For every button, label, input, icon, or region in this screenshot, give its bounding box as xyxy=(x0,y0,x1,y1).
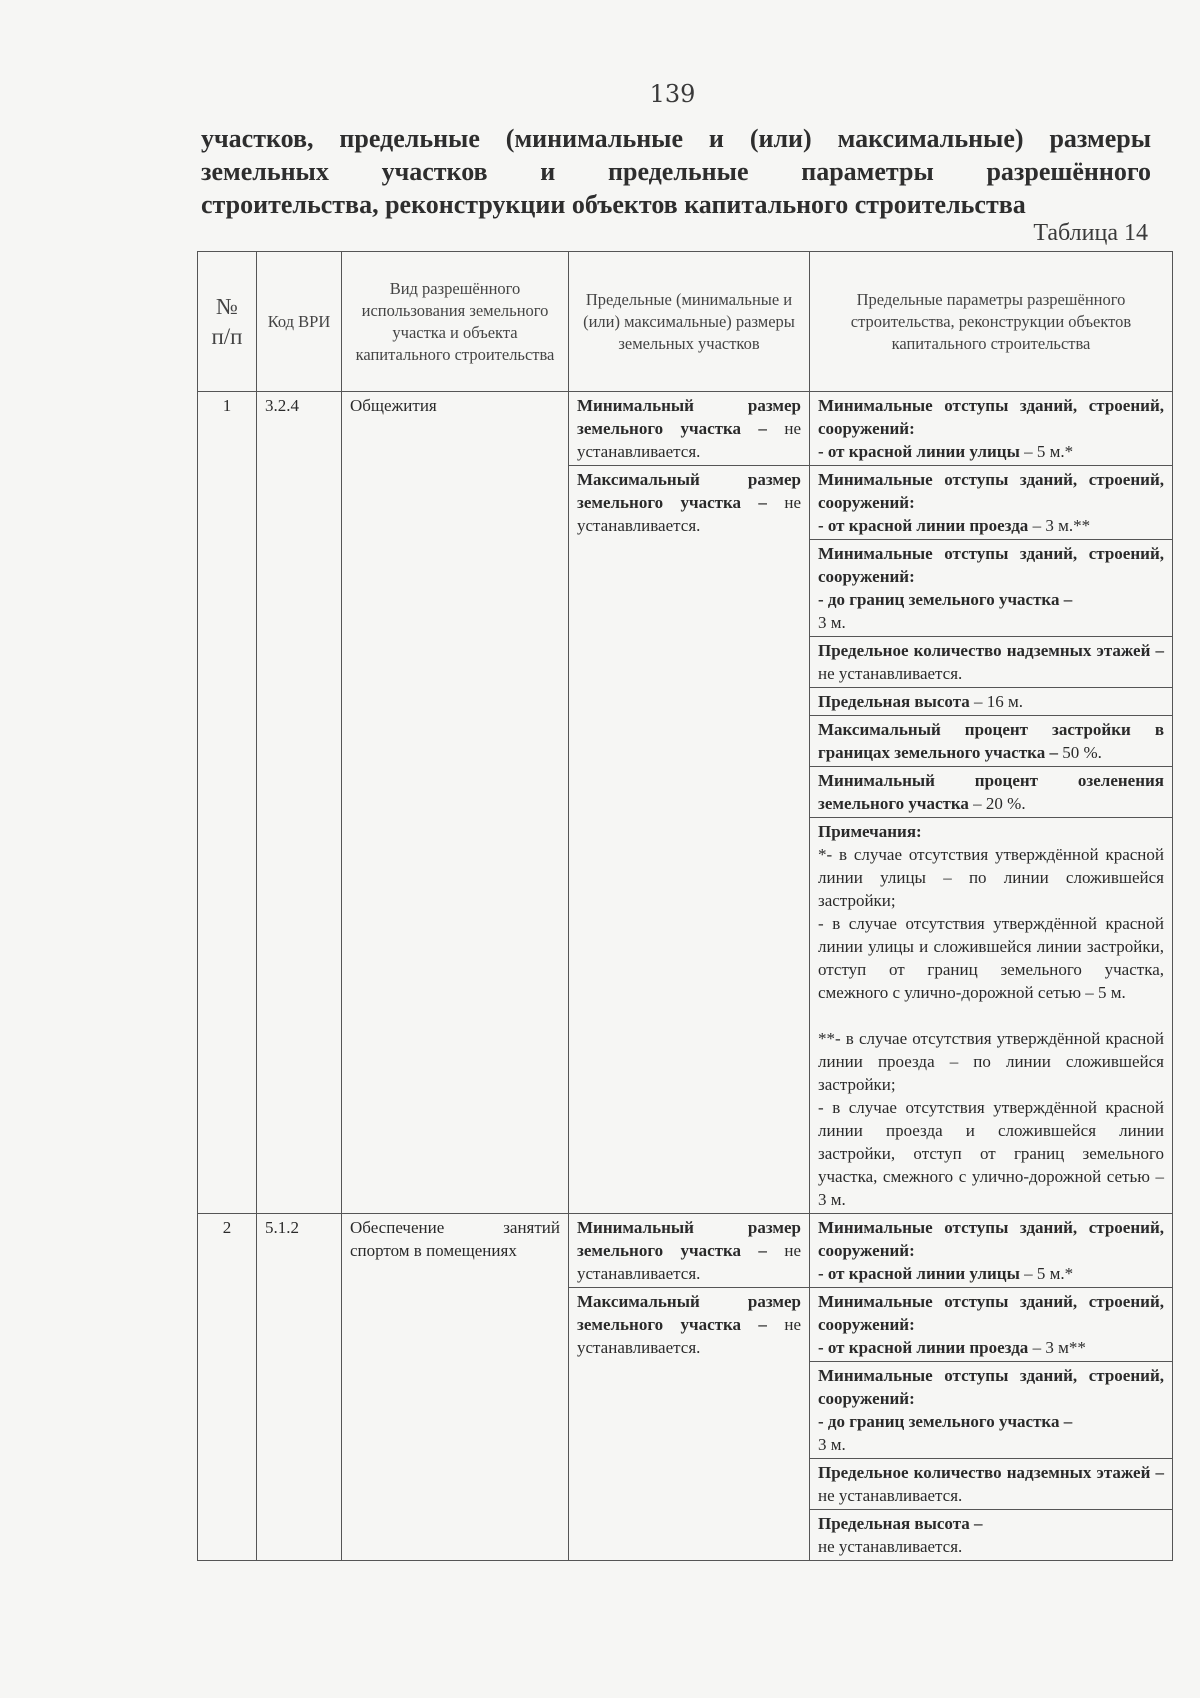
row-kind: Обеспечение занятий спортом в помещениях xyxy=(342,1214,569,1561)
table-row xyxy=(198,392,1173,1214)
param-label: - до границ земельного участка – xyxy=(818,590,1073,609)
param-head: Минимальные отступы зданий, строений, сооружений: xyxy=(818,544,1164,586)
row-sizes xyxy=(569,1214,810,1561)
param-value: не устанавливается. xyxy=(818,1537,963,1556)
param-label: Предельное количество надземных этажей – xyxy=(818,1463,1164,1482)
param-passage-setback xyxy=(810,465,1172,539)
size-max xyxy=(569,465,809,539)
param-coverage xyxy=(810,715,1172,766)
param-head: Минимальные отступы зданий, строений, сооружений: xyxy=(818,1366,1164,1408)
note-text: - в случае отсутствия утверждённой красной линии проезда и сложившейся линии застройки, отступ от границ земельного участка, смежного с улично-дорожной сетью – 3 м. xyxy=(818,1098,1164,1209)
param-label: - от красной линии проезда xyxy=(818,516,1029,535)
page-number: 139 xyxy=(649,80,696,108)
param-value: не устанавливается. xyxy=(818,1486,963,1505)
param-value: не устанавливается. xyxy=(818,664,963,683)
table-row xyxy=(198,1214,1173,1561)
size-max-value: не устанавливается. xyxy=(577,1315,801,1357)
param-head: Минимальные отступы зданий, строений, сооружений: xyxy=(818,470,1164,512)
row-number: 2 xyxy=(198,1214,257,1561)
param-height xyxy=(810,1509,1172,1560)
size-max-label: Максимальный размер земельного участка – xyxy=(577,470,801,512)
param-value: – 3 м** xyxy=(1032,1338,1086,1357)
regulations-table xyxy=(197,251,1173,1561)
size-max xyxy=(569,1287,809,1361)
header-code: Код ВРИ xyxy=(257,252,342,392)
heading-line: строительства, реконструкции объектов капитального строительства xyxy=(201,190,1026,219)
note-text: **- в случае отсутствия утверждённой красной линии проезда – по линии сложившейся застройки; xyxy=(818,1029,1164,1094)
size-min xyxy=(569,1214,809,1287)
notes-title: Примечания: xyxy=(818,822,922,841)
size-min-value: не устанавливается. xyxy=(577,1241,801,1283)
size-max-label: Максимальный размер земельного участка – xyxy=(577,1292,801,1334)
param-head: Минимальные отступы зданий, строений, сооружений: xyxy=(818,396,1164,438)
row-code: 3.2.4 xyxy=(257,392,342,1214)
param-head: Минимальные отступы зданий, строений, сооружений: xyxy=(818,1218,1164,1260)
param-value: – 5 м.* xyxy=(1024,1264,1074,1283)
param-label: Предельное количество надземных этажей – xyxy=(818,641,1164,660)
param-plot-setback xyxy=(810,1361,1172,1458)
param-floors xyxy=(810,636,1172,687)
param-value: – 5 м.* xyxy=(1024,442,1074,461)
param-label: Предельная высота xyxy=(818,692,970,711)
param-label: - до границ земельного участка – xyxy=(818,1412,1073,1431)
param-value: 50 %. xyxy=(1062,743,1102,762)
row-kind: Общежития xyxy=(342,392,569,1214)
header-number: № п/п xyxy=(198,252,257,392)
param-plot-setback xyxy=(810,539,1172,636)
param-label: - от красной линии улицы xyxy=(818,442,1020,461)
row-params xyxy=(810,392,1173,1214)
param-notes xyxy=(810,817,1172,1213)
size-min xyxy=(569,392,809,465)
param-head: Минимальные отступы зданий, строений, сооружений: xyxy=(818,1292,1164,1334)
param-value: 3 м. xyxy=(818,613,846,632)
header-kind: Вид разрешённого использования земельного участка и объекта капитального строительства xyxy=(342,252,569,392)
param-label: - от красной линии проезда xyxy=(818,1338,1029,1357)
note-text: - в случае отсутствия утверждённой красной линии улицы и сложившейся линии застройки, отступ от границ земельного участка, смежного с улично-дорожной сетью – 5 м. xyxy=(818,914,1164,1002)
param-street-setback xyxy=(810,1214,1172,1287)
row-sizes xyxy=(569,392,810,1214)
header-params: Предельные параметры разрешённого строительства, реконструкции объектов капитального строительства xyxy=(810,252,1173,392)
param-value: – 16 м. xyxy=(974,692,1024,711)
param-greening xyxy=(810,766,1172,817)
row-number: 1 xyxy=(198,392,257,1214)
heading-line: земельных участков и предельные параметры разрешённого xyxy=(201,157,1151,186)
heading-line: участков, предельные (минимальные и (или) максимальные) размеры xyxy=(201,124,1151,153)
param-value: – 3 м.** xyxy=(1032,516,1091,535)
param-height xyxy=(810,687,1172,715)
param-label: Предельная высота – xyxy=(818,1514,983,1533)
document-heading xyxy=(201,122,1151,221)
param-label: Минимальный процент озеленения земельного участка xyxy=(818,771,1164,813)
row-code: 5.1.2 xyxy=(257,1214,342,1561)
size-min-value: не устанавливается. xyxy=(577,419,801,461)
param-label: Максимальный процент застройки в границах земельного участка – xyxy=(818,720,1164,762)
note-text: *- в случае отсутствия утверждённой красной линии улицы – по линии сложившейся застройки; xyxy=(818,845,1164,910)
param-street-setback xyxy=(810,392,1172,465)
param-value: – 20 %. xyxy=(973,794,1026,813)
param-value: 3 м. xyxy=(818,1435,846,1454)
param-passage-setback xyxy=(810,1287,1172,1361)
size-max-value: не устанавливается. xyxy=(577,493,801,535)
param-label: - от красной линии улицы xyxy=(818,1264,1020,1283)
table-header-row xyxy=(198,252,1173,392)
row-params xyxy=(810,1214,1173,1561)
size-min-label: Минимальный размер земельного участка – xyxy=(577,396,801,438)
size-min-label: Минимальный размер земельного участка – xyxy=(577,1218,801,1260)
header-sizes: Предельные (минимальные и (или) максимальные) размеры земельных участков xyxy=(569,252,810,392)
param-floors xyxy=(810,1458,1172,1509)
table-caption: Таблица 14 xyxy=(1033,220,1148,246)
